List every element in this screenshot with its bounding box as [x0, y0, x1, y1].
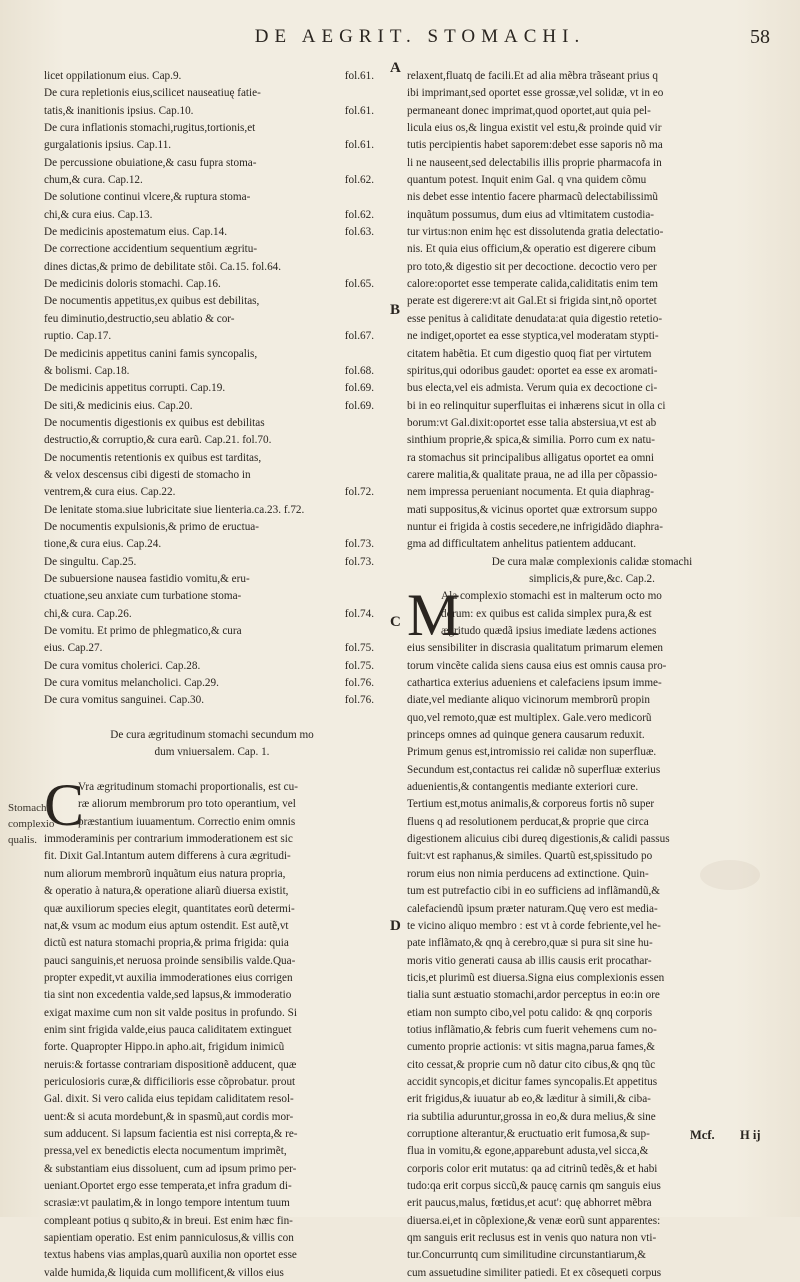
index-entry-title: De medicinis appetitus canini famis syncopalis, — [44, 347, 258, 360]
index-entry-title: De subuersione nausea fastidio vomitu,& eru- — [44, 572, 250, 585]
chapter-heading: De cura ægritudinum stomachi secundum mo — [110, 729, 314, 742]
body-line: erit paucus,malus, fœtidus,et acut': quę abhorret mẽbra — [407, 1197, 652, 1210]
body-line: tur.Concurruntq cum similitudine circunstantiarum,& — [407, 1249, 646, 1262]
index-entry — [44, 658, 380, 675]
index-entry-title: De cura vomitus sanguinei. Cap.30. — [44, 694, 205, 707]
body-line: exigat maxime cum non sit valde positus in profundo. Si — [44, 1006, 297, 1019]
body-line: borum:vt Gal.dixit:oportet esse talia abstersiua,vt est ab — [407, 416, 657, 429]
spacer — [44, 762, 380, 779]
body-line: nat,& vsum ac modum eius aptum ostendit. Est autẽ,vt — [44, 919, 289, 932]
body-line: carere malitia,& qualitate praua, ne ad illa per cõpassio- — [407, 468, 658, 481]
index-entry-folio: fol.65. — [344, 278, 374, 291]
index-entry — [44, 536, 380, 553]
body-line: bus electa,vel eis admista. Verum quia ex decoctione ci- — [407, 382, 658, 395]
body-line: scrasiæ:vt paulatim,& in longo tempore intentum tuum — [44, 1197, 290, 1210]
body-line: pauci sanguinis,et neruosa proinde sensibilis valde.Qua- — [44, 954, 296, 967]
index-entry-folio: fol.75. — [344, 659, 374, 672]
index-entry-title: ruptio. Cap.17. — [44, 330, 112, 343]
body-line: cumento proprie actionis: vt sitis magna,parua fames,& — [407, 1041, 655, 1054]
body-line: nem impressa perueniant nocumenta. Et quia diaphrag- — [407, 486, 654, 499]
chapter-heading: De cura malæ complexionis calidæ stomachi — [491, 555, 693, 568]
folio-number: 58 — [750, 26, 770, 48]
body-line: quæ auxiliorum species elegit, quantitates eorũ determi- — [44, 902, 295, 915]
index-entry-folio: fol.68. — [344, 364, 374, 377]
index-entry — [44, 502, 380, 519]
index-entry-title: licet oppilationum eius. Cap.9. — [44, 70, 182, 82]
index-entry-title: De correctione accidentium sequentium ægritu- — [44, 243, 258, 256]
body-line: & operatio à natura,& operatione aliarũ diuersa existit, — [44, 885, 289, 898]
body-line: periculosioris curæ,& difficilioris esse cõprobatur. prout — [44, 1075, 296, 1088]
body-line: li ne nauseent,sed delectabilis illis proprie pharmacofa in — [407, 156, 662, 169]
margin-note-line: qualis. — [8, 834, 38, 846]
body-line: Ala complexio stomachi est in malterum octo mo — [441, 590, 662, 603]
index-entry-folio: fol.69. — [344, 382, 374, 395]
section-letter-c: C — [390, 614, 401, 630]
body-line: calefaciendũ ipsum præter naturam.Quę vero est media- — [407, 902, 658, 915]
body-line: textus habens vias amplas,quarũ auxilia non oportet esse — [44, 1249, 297, 1262]
body-line: ticis,et plurimũ est diuersa.Signa eius complexionis essen — [407, 971, 665, 984]
index-entry-title: De vomitu. Et primo de phlegmatico,& cura — [44, 625, 242, 637]
body-line: spiritus,qui odoribus gaudet: oportet ea esse ex aromati- — [407, 364, 658, 377]
body-line: quo,vel remoto,quæ est multiplex. Gale.vero medicorũ — [407, 711, 652, 724]
index-entry — [44, 241, 380, 258]
index-entry — [44, 640, 380, 657]
body-line: moris vitio generati causa ab illis causis erit procathar- — [407, 954, 652, 967]
body-line: fluens q ad resolutionem perducat,& proprie que circa — [407, 815, 649, 828]
body-line: forte. Quapropter Hippo.in apho.ait, frigidum inimicũ — [44, 1041, 285, 1054]
body-line: enim sint frigida valde,eius pauca caliditatem extinguet — [44, 1023, 292, 1036]
body-line: pate inflãmato,& qnq à cerebro,quæ si pura sit sine hu- — [407, 937, 653, 950]
body-line: ne indiget,oportet ea esse styptica,vel moderatam stypti- — [407, 330, 659, 343]
body-line: calore:oportet esse temperate calida,caliditatis enim tem — [407, 278, 658, 291]
index-entry-folio: fol.62. — [344, 208, 374, 221]
index-entry — [44, 692, 380, 709]
margin-note-line: Stomachi — [8, 802, 50, 814]
body-line: relaxent,fluatq de facili.Et ad alia mẽbra trãseant prius q — [407, 70, 658, 82]
index-entry-title: De nocumentis expulsionis,& primo de eructua- — [44, 520, 259, 533]
index-entry-folio: fol.67. — [344, 330, 374, 343]
body-line: digestionem alicuius cibi dureq digestionis,& calidi passus — [407, 833, 670, 846]
body-line: dictũ est natura stomachi propria,& prima frigida: quia — [44, 937, 289, 950]
page-header — [0, 24, 800, 58]
body-line: totius inflãmatio,& febris cum fuerit vehemens cum no- — [407, 1023, 657, 1036]
index-entry-folio: fol.72. — [344, 486, 374, 499]
index-entry — [44, 293, 380, 310]
drop-capital: M — [407, 581, 461, 648]
index-entry — [44, 606, 380, 623]
index-entry — [44, 415, 380, 432]
index-entry — [44, 432, 380, 449]
index-entry — [44, 224, 380, 241]
body-line: ægritudo quædã ipsius imediate lædens actiones — [441, 625, 657, 637]
index-entry-folio: fol.76. — [344, 677, 374, 690]
body-line: esse penitus à caliditate denudata:at quia digestio retetio- — [407, 312, 663, 325]
body-line: propter expedit,vt auxilia immoderationes eius corrigen — [44, 971, 293, 984]
index-entry-title: chi,& cura eius. Cap.13. — [44, 208, 153, 221]
body-line: fuit:vt est raphanus,& similes. Quartũ est,spissitudo po — [407, 850, 653, 863]
body-line: neruis:& fortasse contrariam dispositionẽ adducent, quæ — [44, 1058, 297, 1071]
index-entry-folio: fol.62. — [344, 174, 374, 187]
body-line: licula eius os,& lingua existit vel estu,& proinde quid vir — [407, 122, 662, 135]
index-entry-title: ventrem,& cura eius. Cap.22. — [44, 486, 176, 499]
body-line: valde humida,& liquida cum mollificent,& villos eius — [44, 1266, 284, 1279]
body-line: torum vincẽte calida siens causa eius est omnis causa pro- — [407, 659, 667, 672]
index-entry — [44, 172, 380, 189]
index-entry-title: ctuatione,seu anxiate cum turbatione stoma- — [44, 590, 242, 603]
section-letter-a: A — [390, 60, 401, 76]
chapter-heading: simplicis,& pure,&c. Cap.2. — [529, 572, 655, 585]
body-line: num aliorum membrorũ inquãtum eius natura propria, — [44, 867, 286, 880]
body-line: præstantium iuuamentum. Correctio enim omnis — [78, 815, 296, 828]
index-entry-title: chum,& cura. Cap.12. — [44, 174, 143, 187]
index-entry — [44, 103, 380, 120]
body-line: Primum genus est,intromissio rei calidæ non superfluæ. — [407, 746, 657, 759]
body-line: eius sensibiliter in discrasia qualitatum primarum elemen — [407, 642, 664, 655]
index-entry-title: destructio,& corruptio,& cura earũ. Cap.21. fol.70. — [44, 434, 272, 447]
index-entry-folio: fol.61. — [344, 104, 374, 117]
margin-note-line: complexio — [8, 818, 55, 830]
index-entry — [44, 554, 380, 571]
index-entry — [44, 519, 380, 536]
body-line: corruptione alterantur,& eructuatio erit fumosa,& sup- — [407, 1127, 650, 1140]
body-line: cathartica exterius adueniens et calefaciens ipsum imme- — [407, 677, 662, 690]
index-entry-title: chi,& cura. Cap.26. — [44, 607, 132, 620]
body-line: tia sint non excedentia valde,sed lapsus,& immoderatio — [44, 989, 292, 1002]
body-line: sapientiam operatio. Est enim panniculosus,& villis con — [44, 1232, 294, 1245]
body-line: quantum potest. Inquit enim Gal. q vna quidem cõmu — [407, 174, 647, 187]
index-entry-title: De cura inflationis stomachi,rugitus,tortionis,et — [44, 122, 256, 135]
body-line: perate est digerere:vt ait Gal.Et si frigida sint,nõ oportet — [407, 295, 657, 308]
index-entry — [44, 450, 380, 467]
index-entry — [44, 467, 380, 484]
body-line: tur virtus:non enim hęc est dissolutenda gratia delectatio- — [407, 226, 664, 239]
body-line: cito cessat,& proprie cum nõ datur cito cibus,& qnq tũc — [407, 1058, 656, 1071]
body-line: nis. Et quia eius officium,& operatio est digerere cibum — [407, 243, 656, 256]
body-line: Secundum est,contactus rei calidæ nõ superfluæ exterius — [407, 763, 661, 776]
index-entry — [44, 137, 380, 154]
section-letter-d: D — [390, 918, 401, 934]
index-entry-folio: fol.61. — [344, 70, 374, 82]
body-line: tum est putrefactio cibi in eo sufficiens ad inflãmandũ,& — [407, 885, 660, 898]
index-entry-title: De nocumentis digestionis ex quibus est debilitas — [44, 416, 265, 429]
index-entry — [44, 588, 380, 605]
body-line: fit. Dixit Gal.Intantum autem differens à cura ægritudi- — [44, 850, 291, 863]
body-line: inquãtum possumus, dum eius ad vltimitatem custodia- — [407, 208, 655, 221]
index-entry — [44, 68, 380, 85]
body-line: rorum eius non nimia perducens ad extinctione. Quin- — [407, 867, 649, 880]
index-entry-title: De cura vomitus melancholici. Cap.29. — [44, 677, 219, 690]
body-line: sum adducent. Si lapsum facientia est nisi correpta,& re- — [44, 1127, 298, 1140]
index-entry-title: De medicinis doloris stomachi. Cap.16. — [44, 278, 221, 291]
body-line: sinthium proprie,& spica,& similia. Porro cum ex natu- — [407, 434, 655, 447]
body-line: accidit syncopis,et dicitur fames syncopalis.Et appetitus — [407, 1075, 658, 1088]
body-line: etiam non sumpto cibo,vel potu calido: & qnq corporis — [407, 1006, 653, 1019]
body-line: uent:& si acuta mordebunt,& in spasmũ,aut cordis mor- — [44, 1110, 294, 1123]
body-line: ueniant.Oportet ergo esse temperata,et infra gradum di- — [44, 1180, 292, 1192]
index-entry-title: & velox descensus cibi digesti de stomacho in — [44, 468, 251, 481]
spacer — [44, 710, 380, 727]
running-title: DE AEGRIT. STOMACHI. — [254, 26, 586, 47]
index-entry-title: & bolismi. Cap.18. — [44, 364, 130, 377]
index-entry — [44, 155, 380, 172]
body-line: diuersa.ei,et in cõplexione,& venæ eorũ sunt apparentes: — [407, 1214, 661, 1227]
index-entry-title: De nocumentis retentionis ex quibus est tarditas, — [44, 451, 262, 464]
index-entry-title: De siti,& medicinis eius. Cap.20. — [44, 399, 193, 412]
margin-note — [8, 800, 54, 848]
index-entry — [44, 276, 380, 293]
body-line: te vicino aliquo membro : est vt à corde febriente,vel he- — [407, 919, 661, 932]
body-line: pro toto,& digestio sit per decoctione. decoctio vero per — [407, 260, 657, 273]
index-entry-title: tione,& cura eius. Cap.24. — [44, 538, 162, 551]
index-entry — [44, 85, 380, 102]
index-entry — [44, 623, 380, 640]
index-entry — [44, 207, 380, 224]
body-line: compleant potius q subito,& in breui. Est enim hæc fin- — [44, 1214, 293, 1227]
index-entry — [44, 189, 380, 206]
body-line: permaneant donec imprimat,quod oportet,aut quia pel- — [407, 104, 651, 117]
signature-mark: Mcf. — [690, 1128, 715, 1142]
index-entry — [44, 380, 380, 397]
body-line: dorum: ex quibus est calida simplex pura,& est — [441, 607, 652, 620]
index-entry-title: De nocumentis appetitus,ex quibus est debilitas, — [44, 295, 260, 308]
body-line: gma ad difficultatem anhelitus patientem adducant. — [407, 538, 637, 551]
index-entry-title: De cura repletionis eius,scilicet nauseatiuę fatie- — [44, 87, 261, 100]
body-line: Gal. dixit. Si vero calida eius tepidam caliditatem resol- — [44, 1093, 294, 1106]
index-entry-folio: fol.76. — [344, 694, 374, 707]
body-line: erit frigidus,& iuuatur ab eo,& læditur à simili,& ciba- — [407, 1093, 651, 1106]
index-entry-title: eius. Cap.27. — [44, 642, 103, 655]
index-entry-folio: fol.73. — [344, 555, 374, 568]
index-entry-title: De medicinis appetitus corrupti. Cap.19. — [44, 382, 226, 395]
index-entry-title: De solutione continui vlcere,& ruptura stoma- — [44, 191, 251, 204]
index-entry — [44, 346, 380, 363]
index-entry-title: De lenitate stoma.siue lubricitate siue lienteria.ca.23. f.72. — [44, 503, 305, 516]
body-line: nuntur ei frigida à costis secedere,ne infrigidãdo diaphra- — [407, 520, 663, 533]
index-entry — [44, 675, 380, 692]
body-line: flua in vomitu,& egone,apparebunt adusta,vel sicca,& — [407, 1145, 649, 1158]
index-entry — [44, 120, 380, 137]
index-entry-folio: fol.61. — [344, 139, 374, 152]
index-entry-title: feu diminutio,destructio,seu ablatio & cor- — [44, 312, 235, 325]
index-entry — [44, 484, 380, 501]
body-line: tialia sunt æstuatio stomachi,ardor perceptus in eo:in ore — [407, 989, 660, 1002]
index-entry-folio: fol.75. — [344, 642, 374, 655]
right-column — [407, 68, 777, 1282]
index-entry-folio: fol.73. — [344, 538, 374, 551]
body-line: pressa,vel ex benedictis electa nocumentum imprimẽt, — [44, 1145, 287, 1158]
index-entry-title: gurgalationis ipsius. Cap.11. — [44, 139, 172, 152]
index-entry-title: dines dictas,& primo de debilitate stôi. Ca.15. fol.64. — [44, 260, 282, 273]
index-entry — [44, 328, 380, 345]
body-line: aduenientis,& contangentis mediante exteriori cure. — [407, 781, 639, 794]
index-entry-folio: fol.74. — [344, 607, 374, 620]
body-line: Vra ægritudinum stomachi proportionalis, est cu- — [78, 781, 298, 794]
index-entry — [44, 311, 380, 328]
drop-capital: C — [44, 772, 85, 839]
body-line: nis debet esse intentio facere pharmacũ delectabilissimũ — [407, 191, 659, 204]
body-line: citatem habẽtia. Et cum digestio quoq fiat per virtutem — [407, 347, 652, 360]
index-entry-title: De cura vomitus cholerici. Cap.28. — [44, 659, 201, 672]
body-line: princeps omnes ad quinque genera causarum reduxit. — [407, 729, 645, 742]
index-entry — [44, 259, 380, 276]
body-line: diate,vel mediante aliquo vicinorum membrorũ propin — [407, 694, 650, 707]
body-line: corporis color erit mutatus: qa ad citrinũ tedẽs,& et habi — [407, 1162, 658, 1175]
body-line: mati suppositus,& vicinus oportet quæ extrorsum suppo — [407, 503, 658, 516]
body-line: bi in eo relinquitur superfluitas ei inhærens sicut in olla ci — [407, 399, 666, 412]
body-line: ria subtilia aduruntur,grossa in eo,& dura melius,& sine — [407, 1110, 656, 1123]
body-line: qm sanguis erit reclusus est in venis quo natura non vti- — [407, 1232, 657, 1245]
body-line: immoderaminis per contrarium immoderationem est sic — [44, 833, 293, 846]
body-line: & substantiam eius dissoluent, cum ad ipsum primo per- — [44, 1162, 297, 1175]
index-entry — [44, 398, 380, 415]
body-line: tudo:qa erit corpus siccũ,& paucę carnis qm sanguis eius — [407, 1180, 661, 1192]
body-line: ra stomachus sit principalibus alligatus oportet ea omni — [407, 451, 655, 464]
index-entry-folio: fol.69. — [344, 399, 374, 412]
body-line: ræ aliorum membrorum pro toto operantium, vel — [78, 798, 296, 811]
index-entry — [44, 363, 380, 380]
body-line: Tertium est,motus animalis,& corporeus fortis nõ super — [407, 798, 655, 811]
gathering-mark: H ij — [740, 1128, 761, 1142]
index-entry-title: De singultu. Cap.25. — [44, 555, 137, 568]
index-entry-folio: fol.63. — [344, 226, 374, 239]
index-entry — [44, 571, 380, 588]
body-line: cum assuetudine similiter patiedi. Et ex cõsequeti corpus — [407, 1266, 662, 1279]
left-column — [44, 68, 380, 1282]
index-entry-title: De medicinis apostematum eius. Cap.14. — [44, 226, 228, 239]
index-entry-title: tatis,& inanitionis ipsius. Cap.10. — [44, 104, 194, 117]
chapter-heading: dum vniuersalem. Cap. 1. — [154, 746, 270, 759]
index-entry-title: De percussione obuiatione,& casu fupra stoma- — [44, 156, 257, 169]
section-letter-b: B — [390, 302, 401, 318]
body-line: ibi imprimant,sed oportet esse grossæ,vel solidæ, vt in eo — [407, 87, 664, 100]
body-line: tutis percipientis habet saporem:debet esse saporis nõ ma — [407, 139, 663, 152]
